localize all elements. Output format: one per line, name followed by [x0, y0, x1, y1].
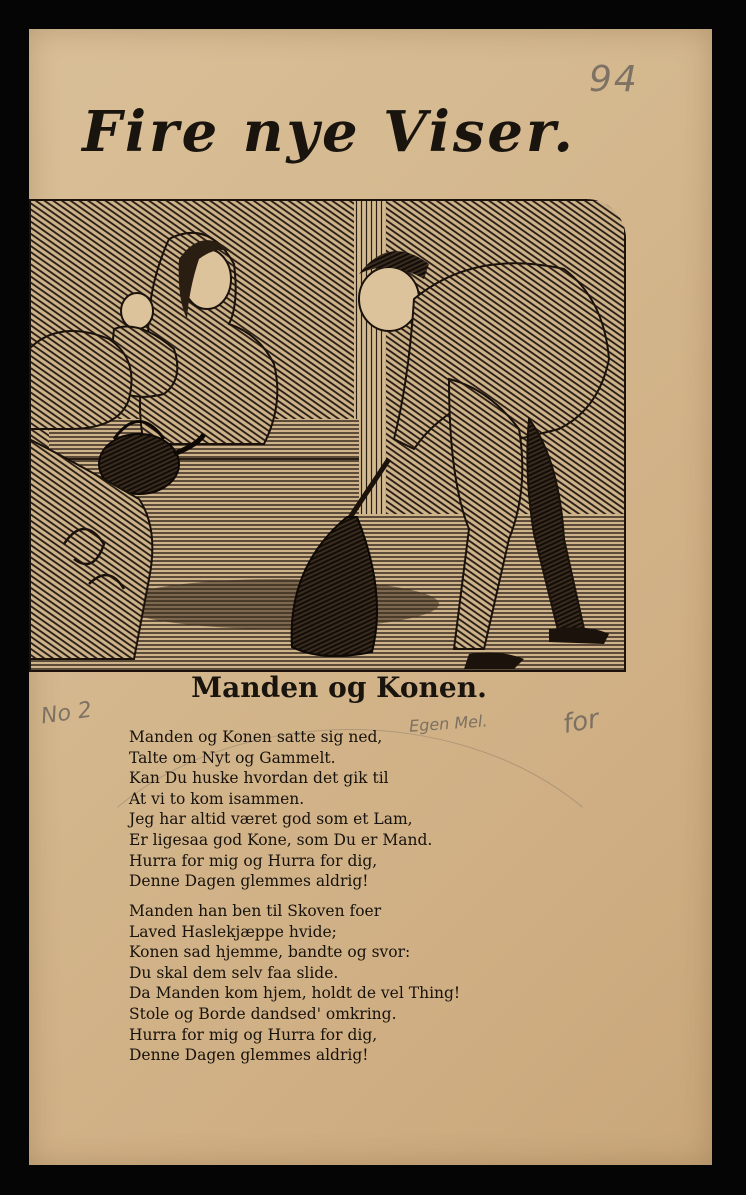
verse-line: Manden han ben til Skoven foer — [129, 902, 382, 920]
page-title: Fire nye Viser. — [82, 99, 576, 165]
song-title: Manden og Konen. — [191, 671, 487, 704]
verse-line: Hurra for mig og Hurra for dig, — [129, 1025, 378, 1044]
woodcut-illustration — [29, 199, 626, 672]
pencil-number-annotation: 94 — [589, 59, 639, 100]
verse-line: Talte om Nyt og Gammelt. — [129, 748, 336, 767]
verse-line: Jeg har altid været god som et Lam, — [129, 810, 413, 829]
verse-line: At vi to kom isammen. — [129, 789, 305, 808]
verse-2 — [129, 901, 460, 1066]
verse-line: Denne Dagen glemmes aldrig! — [129, 872, 369, 891]
verse-line: Hurra for mig og Hurra for dig, — [129, 851, 378, 870]
pencil-melody-annotation: Egen Mel. — [408, 711, 489, 736]
verse-line: Stole og Borde dandsed' omkring. — [129, 1004, 397, 1023]
verse-line: Laved Haslekjæppe hvide; — [129, 922, 337, 941]
pencil-for-annotation: for — [560, 704, 602, 740]
verse-line: Er ligesaa god Kone, som Du er Mand. — [129, 830, 433, 849]
paper-sheet — [29, 29, 712, 1165]
verse-line: Konen sad hjemme, bandte og svor: — [129, 943, 411, 962]
pencil-no-annotation: No 2 — [39, 697, 94, 730]
verse-line: Manden og Konen satte sig ned, — [129, 728, 383, 746]
verse-line: Denne Dagen glemmes aldrig! — [129, 1046, 369, 1065]
verse-line: Du skal dem selv faa slide. — [129, 963, 339, 982]
verse-line: Kan Du huske hvordan det gik til — [129, 769, 389, 788]
verse-1 — [129, 727, 432, 892]
verse-line: Da Manden kom hjem, holdt de vel Thing! — [129, 984, 461, 1003]
